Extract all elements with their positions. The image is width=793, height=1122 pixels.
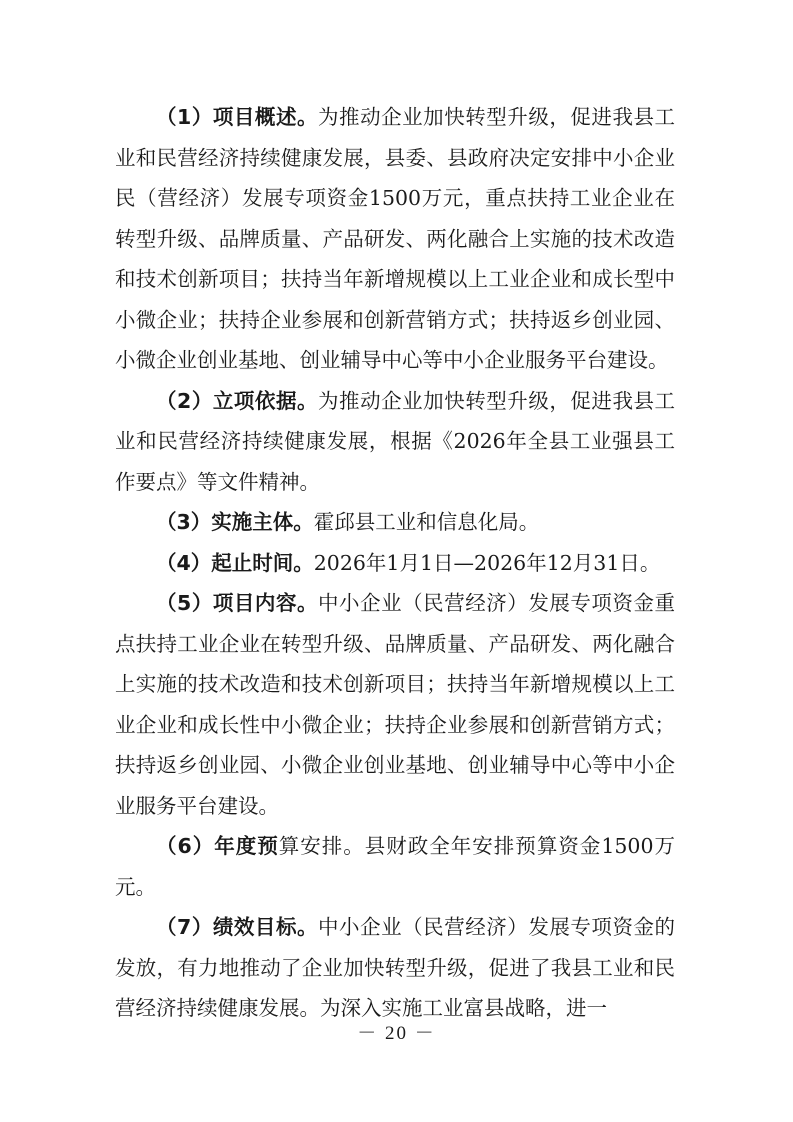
section-body: 为推动企业加快转型升级，促进我县工业和民营经济持续健康发展，根据《2026年全县工业强县工作要点》等文件精神。 — [115, 388, 676, 494]
section-period — [115, 543, 675, 584]
section-heading: （5）项目内容。 — [156, 591, 319, 615]
section-body: 中小企业（民营经济）发展专项资金的发放，有力地推动了企业加快转型升级，促进了我县工业和民营经济持续健康发展。为深入实施工业富县战略，进一 — [115, 915, 676, 1020]
section-goals — [115, 907, 675, 1029]
section-content — [115, 583, 675, 826]
section-body: 为推动企业加快转型升级，促进我县工业和民营经济持续健康发展，县委、县政府决定安排中小企业民（营经济）发展专项资金1500万元，重点扶持工业企业在转型升级、品牌质量、产品研发、两化融合上实施的技术改造和技术创新项目；扶持当年新增规模以上工业企业和成长型中小微企业；扶持企业参展和创新营销方式；扶持返乡创业园、小微企业创业基地、创业辅导中心等中小企业服务平台建设。 — [115, 105, 676, 372]
section-overview — [115, 97, 675, 381]
section-heading: （6）年度预 — [156, 834, 279, 858]
section-heading: （4）起止时间。 — [156, 550, 314, 575]
section-body: 中小企业（民营经济）发展专项资金重点扶持工业企业在转型升级、品牌质量、产品研发、两化融合上实施的技术改造和技术创新项目；扶持当年新增规模以上工业企业和成长性中小微企业；扶持企业参展和创新营销方式；扶持返乡创业园、小微企业创业基地、创业辅导中心等中小企业服务平台建设。 — [115, 591, 676, 818]
section-heading: （3）实施主体。 — [156, 510, 314, 534]
section-basis — [115, 381, 675, 503]
document-page — [115, 97, 675, 1029]
section-body: 2026年1月1日—2026年12月31日。 — [313, 550, 661, 575]
section-heading: （1）项目概述。 — [156, 105, 319, 129]
section-body: 霍邱县工业和信息化局。 — [313, 510, 540, 534]
section-budget — [115, 826, 675, 907]
section-body: 算安排。县财政全年安排预算资金1500万元。 — [115, 834, 675, 899]
section-implementer — [115, 502, 675, 543]
section-heading: （7）绩效目标。 — [156, 915, 319, 939]
section-heading: （2）立项依据。 — [156, 388, 319, 413]
page-number: － 20 － — [357, 1023, 436, 1044]
